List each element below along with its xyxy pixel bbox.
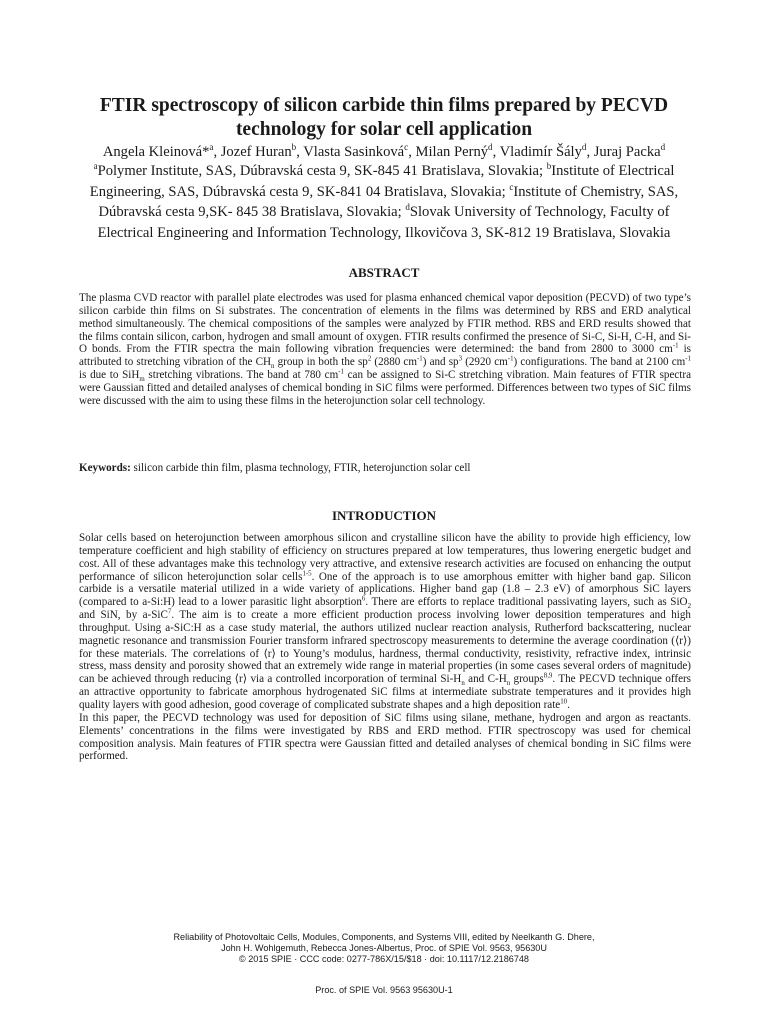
author-3: Vlasta Sasinková bbox=[303, 144, 405, 160]
affiliation-line: Engineering, SAS, Dúbravská cesta 9, SK-841 04 Bratislava, Slovakia; $^c$Institute of Chemistry, SAS, bbox=[89, 181, 679, 200]
keywords bbox=[79, 462, 691, 475]
keywords-text: silicon carbide thin film, plasma technology, FTIR, heterojunction solar cell bbox=[130, 462, 471, 474]
footer-citation: Reliability of Photovoltaic Cells, Modules, Components, and Systems VIII, edited by Neelkanth G. Dhere, John H. Wohlgemuth, Rebecca Jones-Albertus, Proc. of SPIE Vol. 9563, 95630U © 2015 SPIE · CCC code: 0277-786X/15/$18 · doi: 10.1117/12.2186748 bbox=[173, 932, 595, 965]
keywords-label: Keywords: bbox=[79, 462, 131, 474]
author-1: Angela Kleinová* bbox=[102, 144, 210, 160]
paper-title bbox=[60, 94, 708, 142]
page-number: Proc. of SPIE Vol. 9563 95630U-1 bbox=[315, 985, 453, 995]
abstract-text: The plasma CVD reactor with parallel plate electrodes was used for plasma enhanced chemical vapor deposition (PECVD) of two type’s silicon carbide thin films on Si substrates. The concentration of elements in the films was determined by RBS and ERD analytical method simultaneously. The chemical compositions of the samples were analyzed by FTIR method. RBS and ERD results showed that the films contain silicon, carbon, hydrogen and small amount of oxygen. FTIR results confirmed the presence of Si-C, Si-H, C-H, and Si-O bonds. From the FTIR spectra the main following vibration frequencies were determined: the band from 2800 to 3000 $cm^{-1}$ is attributed to stretching vibration of the $CH_n$ group in both the $sp^2$ (2880 $cm^{-1}$) and $sp^3$ (2920 $cm^{-1}$) configurations. The band at 2100 $cm^{-1}$ is due to SiH$_m$ stretching vibrations. The band at 780 $cm^{-1}$ can be assigned to Si-C stretching vibration. Main features of FTIR spectra were Gaussian fitted and detailed analyses of chemical bonding in SiC films were performed. Differences between two types of SiC films were discussed with the aim to using these films in the heterojunction solar cell technology. bbox=[79, 292, 692, 407]
intro-paragraph-2: In this paper, the PECVD technology was used for deposition of SiC films using silane, methane, hydrogen and argon as reactants. Elements’ concentrations in the films were investigated by RBS and ERD method. FTIR spectroscopy was used for chemical composition analysis. Main features of FTIR spectra were Gaussian fitted and detailed analyses of chemical bonding in SiC films were performed. bbox=[79, 711, 691, 763]
author-2: Jozef Huran bbox=[220, 144, 292, 160]
affiliations bbox=[76, 161, 692, 243]
abstract-heading: ABSTRACT bbox=[348, 265, 420, 280]
introduction-text bbox=[79, 532, 691, 763]
author-6: Juraj Packa bbox=[593, 144, 661, 160]
author-4: Milan Perný bbox=[415, 144, 489, 160]
title-line-2: technology for solar cell application bbox=[235, 119, 533, 140]
introduction-heading: INTRODUCTION bbox=[331, 508, 436, 523]
author-5: Vladimír Šály bbox=[499, 144, 582, 160]
author-list: Angela Kleinová*$^a$, Jozef Huran$^b$, Vlasta Sasinková$^c$, Milan Perný$^d$, Vladimír Šály$^d$, Juraj Packa$^d$ bbox=[102, 142, 666, 160]
title-line-1: FTIR spectroscopy of silicon carbide thin films prepared by PECVD bbox=[99, 95, 669, 116]
intro-paragraph-1: Solar cells based on heterojunction between amorphous silicon and crystalline silicon have the ability to provide high efficiency, low temperature coefficient and high stability of efficiency on structures prepared at low temperatures, thus lowering energetic budget and cost. All of these advantages make this technology very attractive, and extensive research activities are focused on enhancing the output performance of silicon heterojunction solar cells$^{1-5}$. One of the approach is to use amorphous emitter with higher band gap. Silicon carbide is a versatile material utilized in a wide variety of applications. Higher band gap (1.8 – 2.3 eV) of amorphous SiC layers (compared to a-Si:H) lead to a lower parasitic light absorption$^6$. There are efforts to replace traditional passivating layers, such as SiO$_2$ and SiN, by a-SiC$^7$. The aim is to create a more efficient production process involving lower deposition temperatures and high throughput. Using a-SiC:H as a case study material, the authors utilized nuclear reaction analysis, Rutherford backscattering, nuclear magnetic resonance and transmission Fourier transform infrared spectroscopy measurements to determine the average coordination (⟨r⟩) for these materials. The correlations of ⟨r⟩ to Young’s modulus, hardness, thermal conductivity, resistivity, refractive index, intrinsic stress, mass density and porosity showed that an extremely wide range in material properties (in some cases several orders of magnitude) can be achieved through reducing ⟨r⟩ via a controlled incorporation of terminal $Si-H_n$ and $C-H_n$ groups$^{8,9}$. The PECVD technique offers an attractive opportunity to fabricate amorphous hydrogenated SiC films at intermediate substrate temperatures and it provides high quality layers with good adhesion, good coverage of complicated substrate shapes and a high deposition rate$^{10}$. bbox=[79, 532, 691, 711]
affiliation-line: $^a$Polymer Institute, SAS, Dúbravská cesta 9, SK-845 41 Bratislava, Slovakia; $^b$Institute of Electrical bbox=[93, 161, 675, 179]
affiliation-line: Electrical Engineering and Information Technology, Ilkovičova 3, SK-812 19 Bratislava, Slovakia bbox=[97, 224, 671, 241]
affiliation-line: Dúbravská cesta 9,SK- 845 38 Bratislava, Slovakia; $^d$Slovak University of Technology, Faculty of bbox=[98, 202, 670, 220]
